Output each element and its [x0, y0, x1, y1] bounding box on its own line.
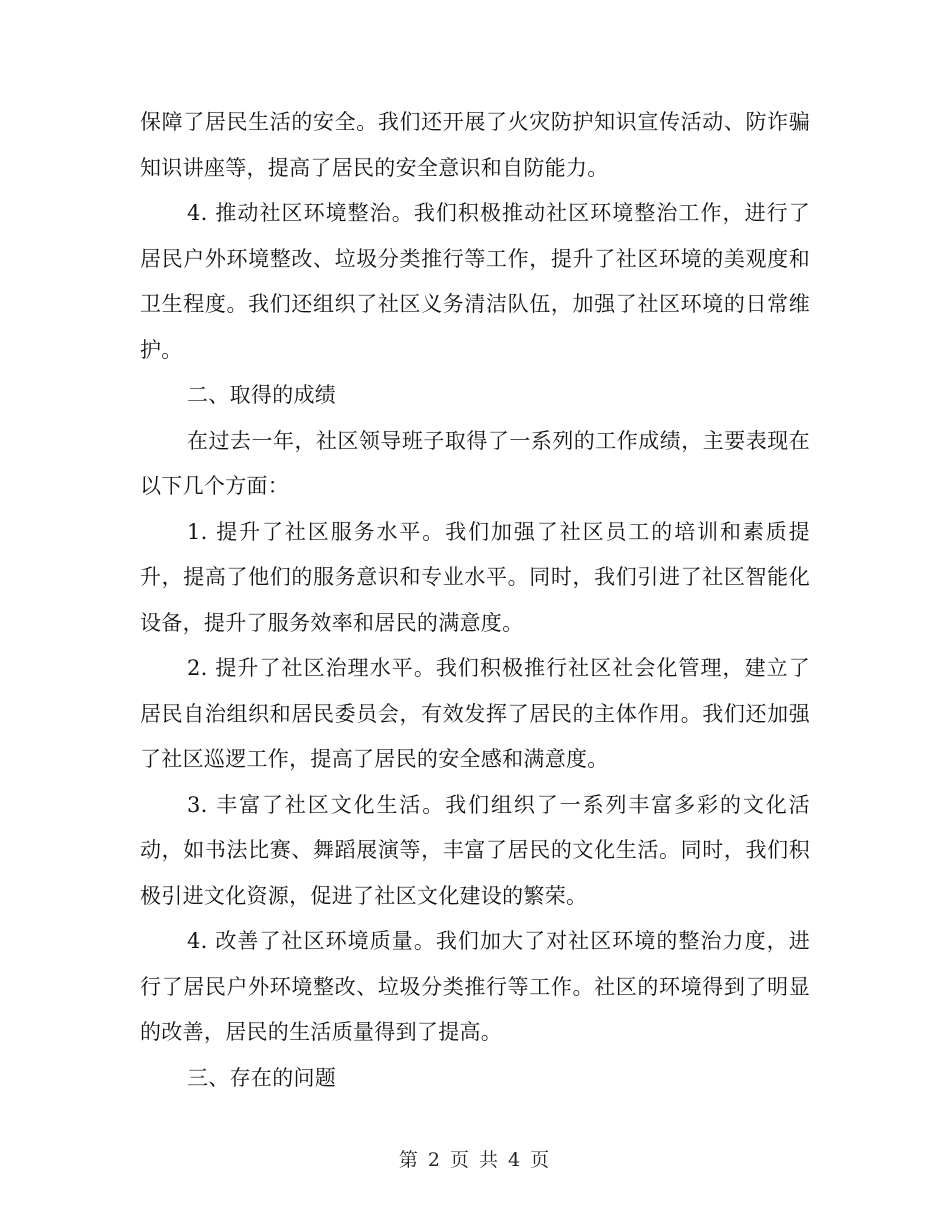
page-footer: 第 2 页 共 4 页 [398, 1149, 552, 1171]
section-heading-achievements: 二、取得的成绩 [187, 383, 337, 407]
paragraph-achievements-intro: 在过去一年，社区领导班子取得了一系列的工作成绩，主要表现在以下几个方面： [140, 428, 810, 498]
paragraph-item-4-quality: 4. 改善了社区环境质量。我们加大了对社区环境的整治力度，进行了居民户外环境整改、垃圾分类推行等工作。社区的环境得到了明显的改善，居民的生活质量得到了提高。 [140, 929, 810, 1044]
paragraph-item-2-governance: 2. 提升了社区治理水平。我们积极推行社区社会化管理，建立了居民自治组织和居民委员会，有效发挥了居民的主体作用。我们还加强了社区巡逻工作，提高了居民的安全感和满意度。 [140, 656, 810, 771]
paragraph-continuation: 保障了居民生活的安全。我们还开展了火灾防护知识宣传活动、防诈骗知识讲座等，提高了居民的安全意识和自防能力。 [140, 110, 810, 180]
paragraph-item-4-environment: 4. 推动社区环境整治。我们积极推动社区环境整治工作，进行了居民户外环境整改、垃圾分类推行等工作，提升了社区环境的美观度和卫生程度。我们还组织了社区义务清洁队伍，加强了社区环境的日常维护。 [140, 201, 810, 362]
document-body [140, 100, 810, 1101]
paragraph-item-1-service: 1. 提升了社区服务水平。我们加强了社区员工的培训和素质提升，提高了他们的服务意识和专业水平。同时，我们引进了社区智能化设备，提升了服务效率和居民的满意度。 [140, 519, 810, 635]
section-heading-problems: 三、存在的问题 [187, 1065, 337, 1090]
paragraph-item-3-culture: 3. 丰富了社区文化生活。我们组织了一系列丰富多彩的文化活动，如书法比赛、舞蹈展演等，丰富了居民的文化生活。同时，我们积极引进文化资源，促进了社区文化建设的繁荣。 [140, 792, 810, 908]
